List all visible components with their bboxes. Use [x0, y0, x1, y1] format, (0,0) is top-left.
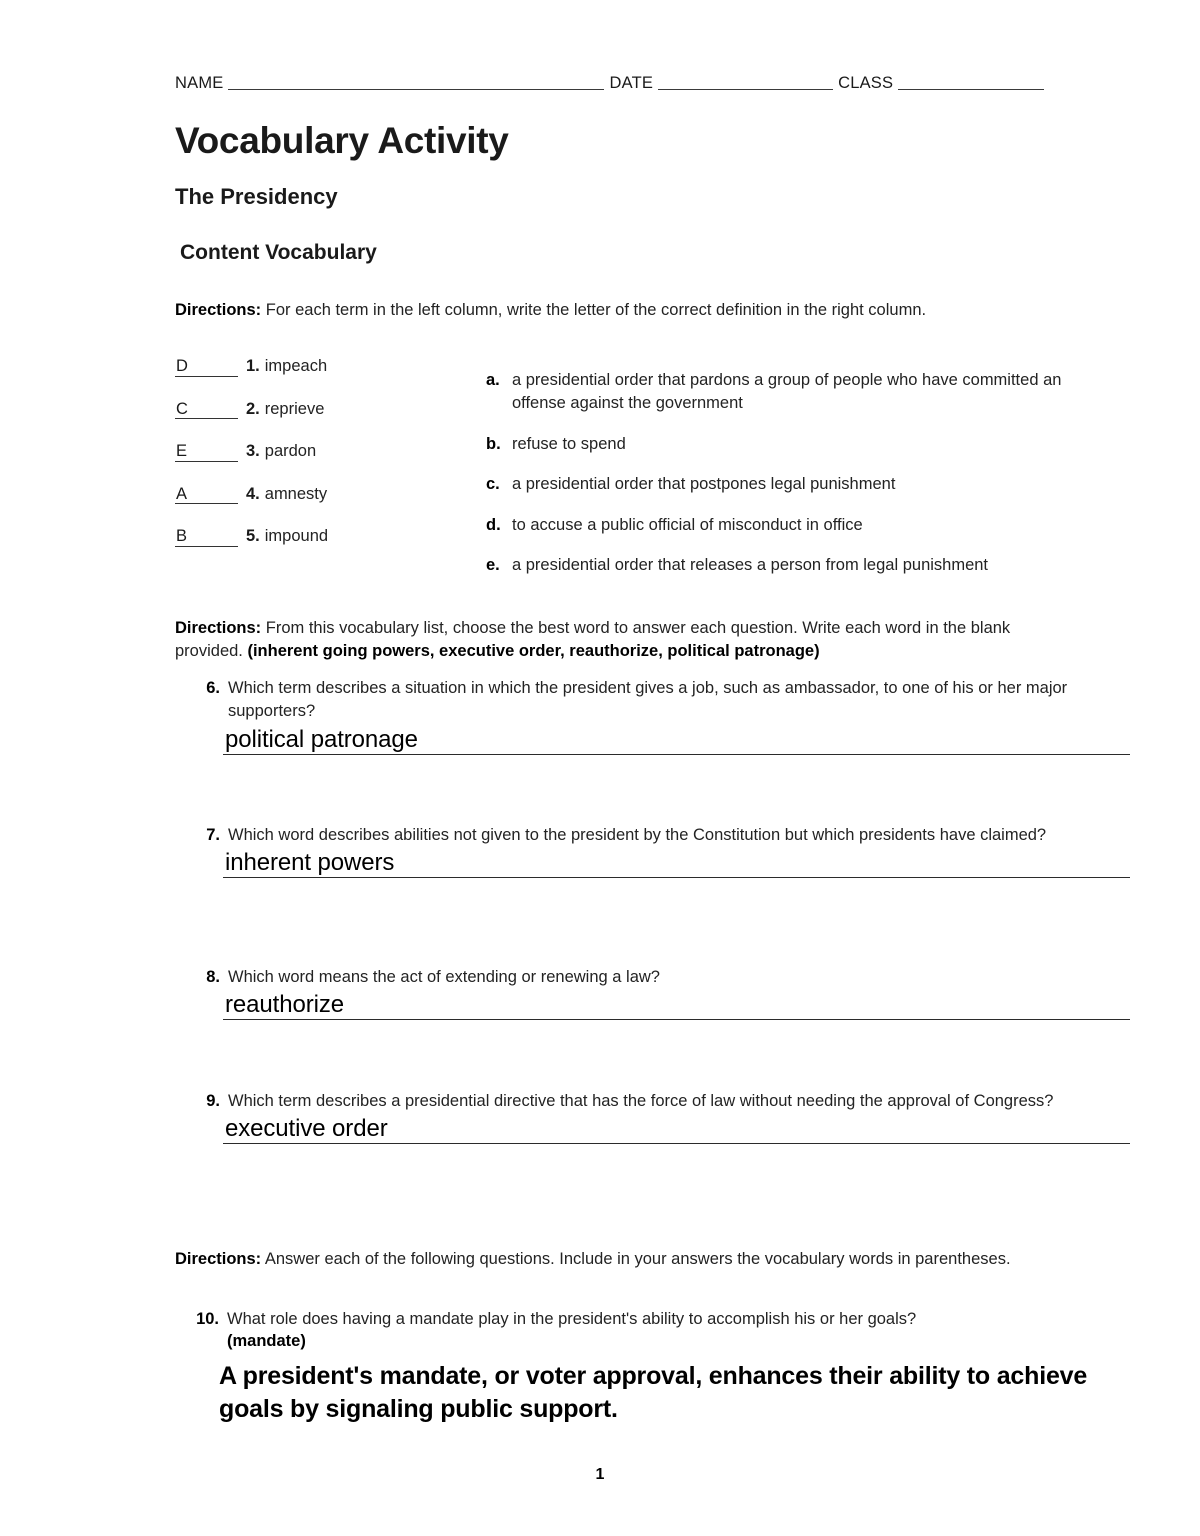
question-prompt	[190, 966, 1130, 989]
matching-term-label: impeach	[264, 357, 328, 375]
matching-term-label: impound	[264, 527, 329, 545]
matching-terms-column	[175, 357, 475, 570]
answer-blank[interactable]	[223, 849, 1130, 878]
definition-letter: b.	[486, 434, 501, 453]
definition-letter: c.	[486, 475, 500, 494]
matching-term-number: 5.	[246, 527, 260, 545]
question-text: Which term describes a presidential directive that has the force of law without needing the approval of Congress?	[228, 1092, 1054, 1110]
question-6	[190, 677, 1130, 755]
date-label: DATE	[609, 74, 654, 92]
definition-text: refuse to spend	[512, 434, 626, 453]
definition-letter: e.	[486, 556, 500, 575]
answer-text: executive order	[225, 1115, 388, 1143]
matching-term-label: reprieve	[264, 399, 325, 418]
page-number: 1	[595, 1466, 605, 1483]
question-8	[190, 966, 1130, 1020]
definition-text: a presidential order that postpones legal punishment	[512, 475, 896, 494]
name-label: NAME	[175, 74, 224, 92]
directions-label: Directions:	[175, 301, 262, 319]
definition-letter: d.	[486, 515, 501, 534]
question-number: 6.	[206, 679, 220, 697]
answer-text[interactable]: A president's mandate, or voter approval, enhances their ability to achieve goals by signaling public support.	[219, 1361, 1088, 1423]
question-parenthetical: (mandate)	[227, 1332, 306, 1351]
matching-term-row	[175, 527, 475, 570]
directions-text: For each term in the left column, write the letter of the correct definition in the right column.	[261, 301, 927, 319]
question-text: Which word means the act of extending or renewing a law?	[228, 968, 660, 986]
question-prompt	[190, 677, 1130, 724]
directions-text: Answer each of the following questions. Include in your answers the vocabulary words in parentheses.	[261, 1250, 1011, 1268]
question-number: 8.	[206, 968, 220, 986]
matching-term-number: 1.	[246, 357, 260, 375]
definition-text: to accuse a public official of misconduct in office	[512, 515, 863, 534]
page-subtitle: The Presidency	[175, 184, 338, 209]
question-prompt	[190, 1090, 1130, 1113]
matching-term-label: amnesty	[264, 484, 328, 503]
class-label: CLASS	[838, 74, 894, 92]
definition-row	[486, 369, 1086, 416]
matching-term-row	[175, 400, 475, 443]
directions-text: From this vocabulary list, choose the best word to answer each question. Write each word in the blank provided.	[175, 619, 1011, 661]
section-heading: Content Vocabulary	[180, 241, 377, 264]
question-number: 9.	[206, 1092, 220, 1110]
word-bank: (inherent going powers, executive order, reauthorize, political patronage)	[247, 642, 820, 661]
question-10	[181, 1308, 1121, 1426]
definition-row	[486, 473, 1086, 496]
question-text: Which term describes a situation in which the president gives a job, such as ambassador, to one of his or her major supporters?	[228, 679, 1068, 721]
directions-fill-in-blank	[175, 617, 1075, 664]
question-text: Which word describes abilities not given to the president by the Constitution but which presidents have claimed?	[228, 826, 1047, 844]
matching-term-row	[175, 442, 475, 485]
directions-label: Directions:	[175, 619, 262, 637]
directions-short-answer	[175, 1248, 1065, 1271]
directions-label: Directions:	[175, 1250, 262, 1268]
answer-text: political patronage	[225, 725, 418, 753]
question-7	[190, 824, 1130, 878]
answer-text: inherent powers	[225, 849, 395, 877]
definition-letter: a.	[486, 371, 500, 389]
student-info-row	[175, 74, 1107, 94]
question-prompt	[181, 1308, 1121, 1331]
answer-text: reauthorize	[225, 991, 344, 1019]
question-number: 7.	[206, 826, 220, 844]
matching-term-row	[175, 357, 475, 400]
answer-blank[interactable]	[223, 726, 1130, 755]
definition-text: a presidential order that pardons a group of people who have committed an offense against the government	[512, 371, 1062, 413]
answer-blank[interactable]	[223, 991, 1130, 1020]
question-9	[190, 1090, 1130, 1144]
page-title: Vocabulary Activity	[175, 120, 509, 161]
matching-answer-blank[interactable]: B	[175, 527, 238, 547]
name-blank[interactable]	[228, 89, 604, 90]
matching-answer-blank[interactable]: E	[175, 442, 238, 462]
date-blank[interactable]	[658, 89, 833, 90]
matching-answer-blank[interactable]: D	[175, 357, 238, 377]
answer-blank[interactable]	[223, 1115, 1130, 1144]
directions-matching	[175, 299, 975, 322]
matching-answer-blank[interactable]: C	[175, 400, 238, 420]
matching-term-row	[175, 485, 475, 528]
matching-term-number: 3.	[246, 442, 260, 460]
definition-text: a presidential order that releases a person from legal punishment	[512, 556, 989, 575]
question-number: 10.	[196, 1310, 219, 1328]
matching-definitions-column	[486, 369, 1086, 595]
question-prompt	[190, 824, 1130, 847]
matching-answer-blank[interactable]: A	[175, 485, 238, 505]
matching-term-label: pardon	[264, 442, 317, 460]
definition-row	[486, 514, 1086, 537]
matching-term-number: 2.	[246, 399, 260, 418]
matching-term-number: 4.	[246, 484, 260, 503]
definition-row	[486, 433, 1086, 456]
question-text: What role does having a mandate play in the president's ability to accomplish his or her goals?	[227, 1310, 917, 1328]
class-blank[interactable]	[898, 89, 1044, 90]
definition-row	[486, 554, 1086, 577]
